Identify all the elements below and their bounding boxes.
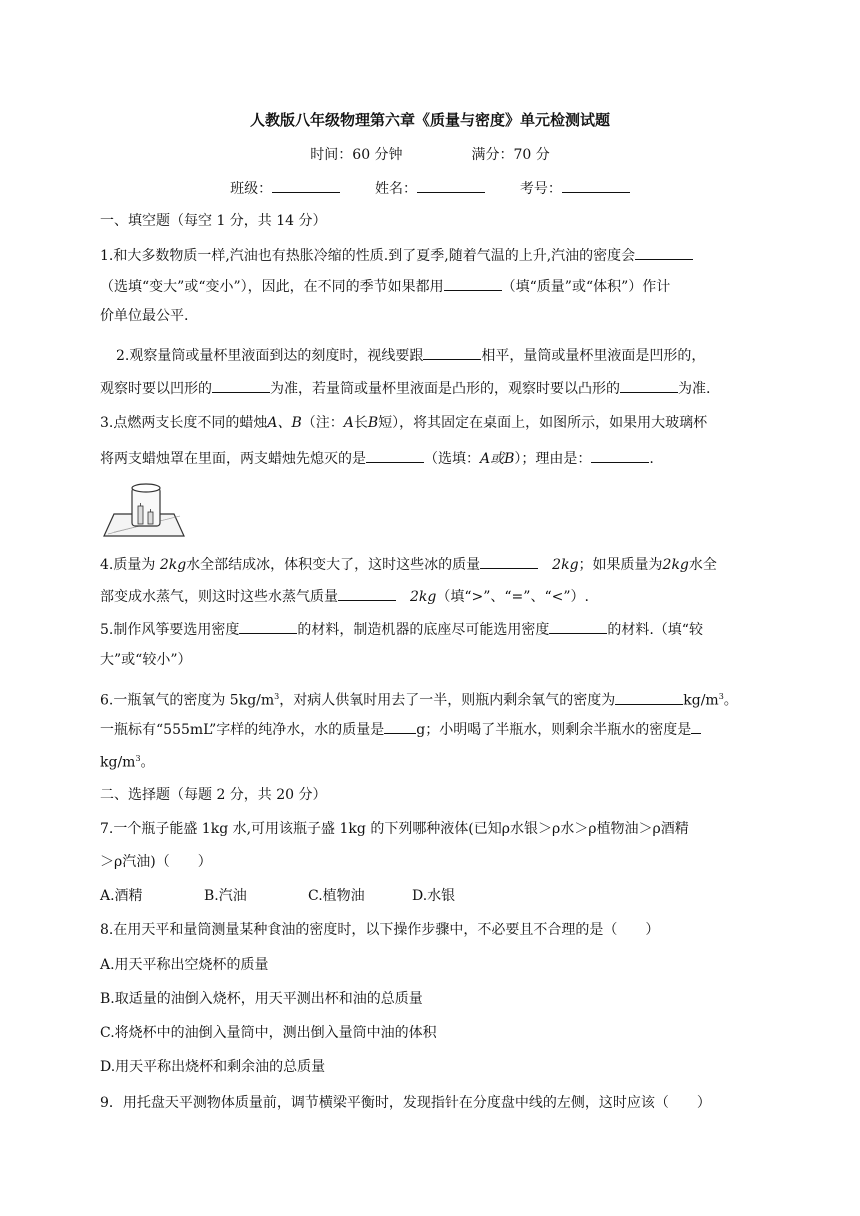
q6-text-b: ，对病人供氧时用去了一半，则瓶内剩余氧气的密度为 [279,692,616,709]
q2-blank-2[interactable] [212,378,270,393]
q4-text-d: 水全 [688,557,717,573]
exam-title: 人教版八年级物理第六章《质量与密度》单元检测试题 [249,111,610,129]
q8-option-c[interactable]: C.将烧杯中的油倒入量筒中，测出倒入量筒中油的体积 [100,1025,437,1041]
q8-option-b[interactable]: B.取适量的油倒入烧杯，用天平测出杯和油的总质量 [100,991,423,1007]
q8-question: 8.在用天平和量筒测量某种食油的密度时，以下操作步骤中，不必要且不合理的是（ ） [100,922,660,938]
class-field[interactable] [272,178,340,193]
q1-blank-1[interactable] [635,245,693,260]
q3-text-b: （注： [301,415,344,431]
q3-text-e: 将两支蜡烛罩在里面，两支蜡烛先熄灭的是 [100,451,366,467]
q4-text-e: 部变成水蒸气，则这时这些水蒸气质量 [100,589,338,605]
q7-options [100,886,760,906]
q4-2kg-4: 2kg [410,589,437,605]
name-field[interactable] [417,178,485,193]
q2-text-e: 为准. [678,381,711,397]
q4-line1 [100,554,760,575]
q7-line1: 7.一个瓶子能盛 1kg 水,可用该瓶子盛 1kg 的下列哪种液体(已知ρ水银＞ρ水＞ρ植物油＞ρ酒精 [100,821,689,837]
q3-text-c: 长 [353,415,368,431]
q4-text-a: 4.质量为 [100,557,156,573]
q7-option-a[interactable]: A.酒精 [100,888,143,904]
q2-text-b: 相平，量筒或量杯里液面是凹形的， [481,348,706,364]
q5-text-a: 5.制作风筝要选用密度 [100,622,240,638]
q5-blank-1[interactable] [239,619,297,634]
q6-sup-3: 3 [135,754,141,763]
q6-text-e: 一瓶标有“555mL”字样的纯净水，水的质量是 [100,722,385,738]
q7-option-d[interactable]: D.水银 [412,888,456,904]
q5-blank-2[interactable] [549,619,607,634]
q2-blank-1[interactable] [423,345,481,360]
q1-line1 [100,245,760,266]
section2-heading: 二、选择题（每题 2 分，共 20 分） [100,787,327,803]
candle-b [148,512,153,524]
q3-text-g: ）；理由是： [514,451,592,467]
glass-jar [132,488,160,526]
q6-line2 [100,719,760,740]
q2-text-c: 观察时要以凹形的 [100,381,212,397]
q1-text-b: （选填“变大”或“变小”），因此，在不同的季节如果都用 [100,279,444,295]
name-label: 姓名： [375,181,417,197]
q3-text-d: 短），将其固定在桌面上，如图所示，如果用大玻璃杯 [378,415,708,431]
student-info-row [0,178,860,199]
q4-text-b: 水全部结成冰，体积变大了，这时这些冰的质量 [186,557,481,573]
exam-no-label: 考号： [519,181,562,197]
q3-text-h: . [649,451,654,467]
q4-2kg-3: 2kg [662,557,689,573]
q2-blank-3[interactable] [620,378,678,393]
q4-2kg-1: 2kg [159,557,187,573]
q5-text-b: 的材料，制造机器的底座尽可能选用密度 [297,622,550,638]
q6-text-c: kg/m [683,692,719,709]
q6-line3 [100,749,760,773]
q2-text-a: 2.观察量筒或量杯里液面到达的刻度时，视线要跟 [116,348,424,364]
q3-blank-1[interactable] [366,448,424,463]
candle-a [138,506,143,524]
q1-text-c: （填“质量”或“体积”）作计 [501,279,671,295]
exam-meta [0,145,860,165]
exam-score: 满分：70 分 [471,147,550,163]
q6-line1 [100,687,760,711]
q6-blank-2[interactable] [384,719,416,734]
q1-line3: 价单位最公平. [100,308,189,324]
q4-text-f: （填“>”、“=”、“<”）. [436,589,589,605]
q1-text-a: 1.和大多数物质一样,汽油也有热胀冷缩的性质.到了夏季,随着气温的上升,汽油的密度会 [100,248,636,264]
q6-text-g: kg/m [100,754,136,771]
q6-sup-1: 3 [274,692,280,701]
q2-line2 [100,378,760,399]
q2-line1 [116,345,760,366]
exam-time: 时间：60 分钟 [310,147,403,163]
q1-blank-2[interactable] [444,276,502,291]
q3-line1 [100,413,760,433]
exam-no-field[interactable] [562,178,630,193]
q5-line1 [100,619,760,640]
q3-line2 [100,448,760,469]
q6-blank-3[interactable] [691,719,701,734]
q8-option-a[interactable]: A.用天平称出空烧杯的质量 [100,957,269,973]
q5-line2: 大”或“较小”） [100,652,192,668]
q3-var-b: B [367,415,379,431]
q3-text-f: （选填： [424,451,480,467]
q3-var-ab: A、B [267,415,302,431]
q6-text-d: 。 [723,692,738,709]
q2-text-d: 为准，若量筒或量杯里液面是凸形的，观察时要以凸形的 [270,381,620,397]
q5-text-c: 的材料.（填“较 [607,622,703,638]
q6-text-h: 。 [140,754,155,771]
q4-blank-2[interactable] [338,586,396,601]
q6-blank-1[interactable] [615,690,683,705]
q4-line2 [100,586,760,607]
q7-line2: ＞ρ汽油)（ ） [100,854,212,870]
q7-option-c[interactable]: C.植物油 [308,888,365,904]
q3-var-aorb: A或B [480,451,515,467]
q3-blank-2[interactable] [591,448,649,463]
q6-text-f: g；小明喝了半瓶水，则剩余半瓶水的密度是 [416,722,692,738]
section1-heading: 一、填空题（每空 1 分，共 14 分） [100,213,327,229]
q4-blank-1[interactable] [480,554,538,569]
q3-var-a: A [343,415,354,431]
class-label: 班级： [230,181,273,197]
q4-2kg-2: 2kg [552,557,579,573]
q8-option-d[interactable]: D.用天平称出烧杯和剩余油的总质量 [100,1059,326,1075]
q9-question: 9．用托盘天平测物体质量前，调节横梁平衡时，发现指针在分度盘中线的左侧，这时应该（ ） [100,1095,711,1111]
q4-text-c: ；如果质量为 [578,557,663,573]
q1-line2 [100,276,760,297]
q6-text-a: 6.一瓶氧气的密度为 5kg/m [100,692,275,709]
q3-text-a: 3.点燃两支长度不同的蜡烛 [100,415,268,431]
candle-jar-figure [100,480,188,540]
q7-option-b[interactable]: B.汽油 [204,888,247,904]
q6-sup-2: 3 [718,692,724,701]
